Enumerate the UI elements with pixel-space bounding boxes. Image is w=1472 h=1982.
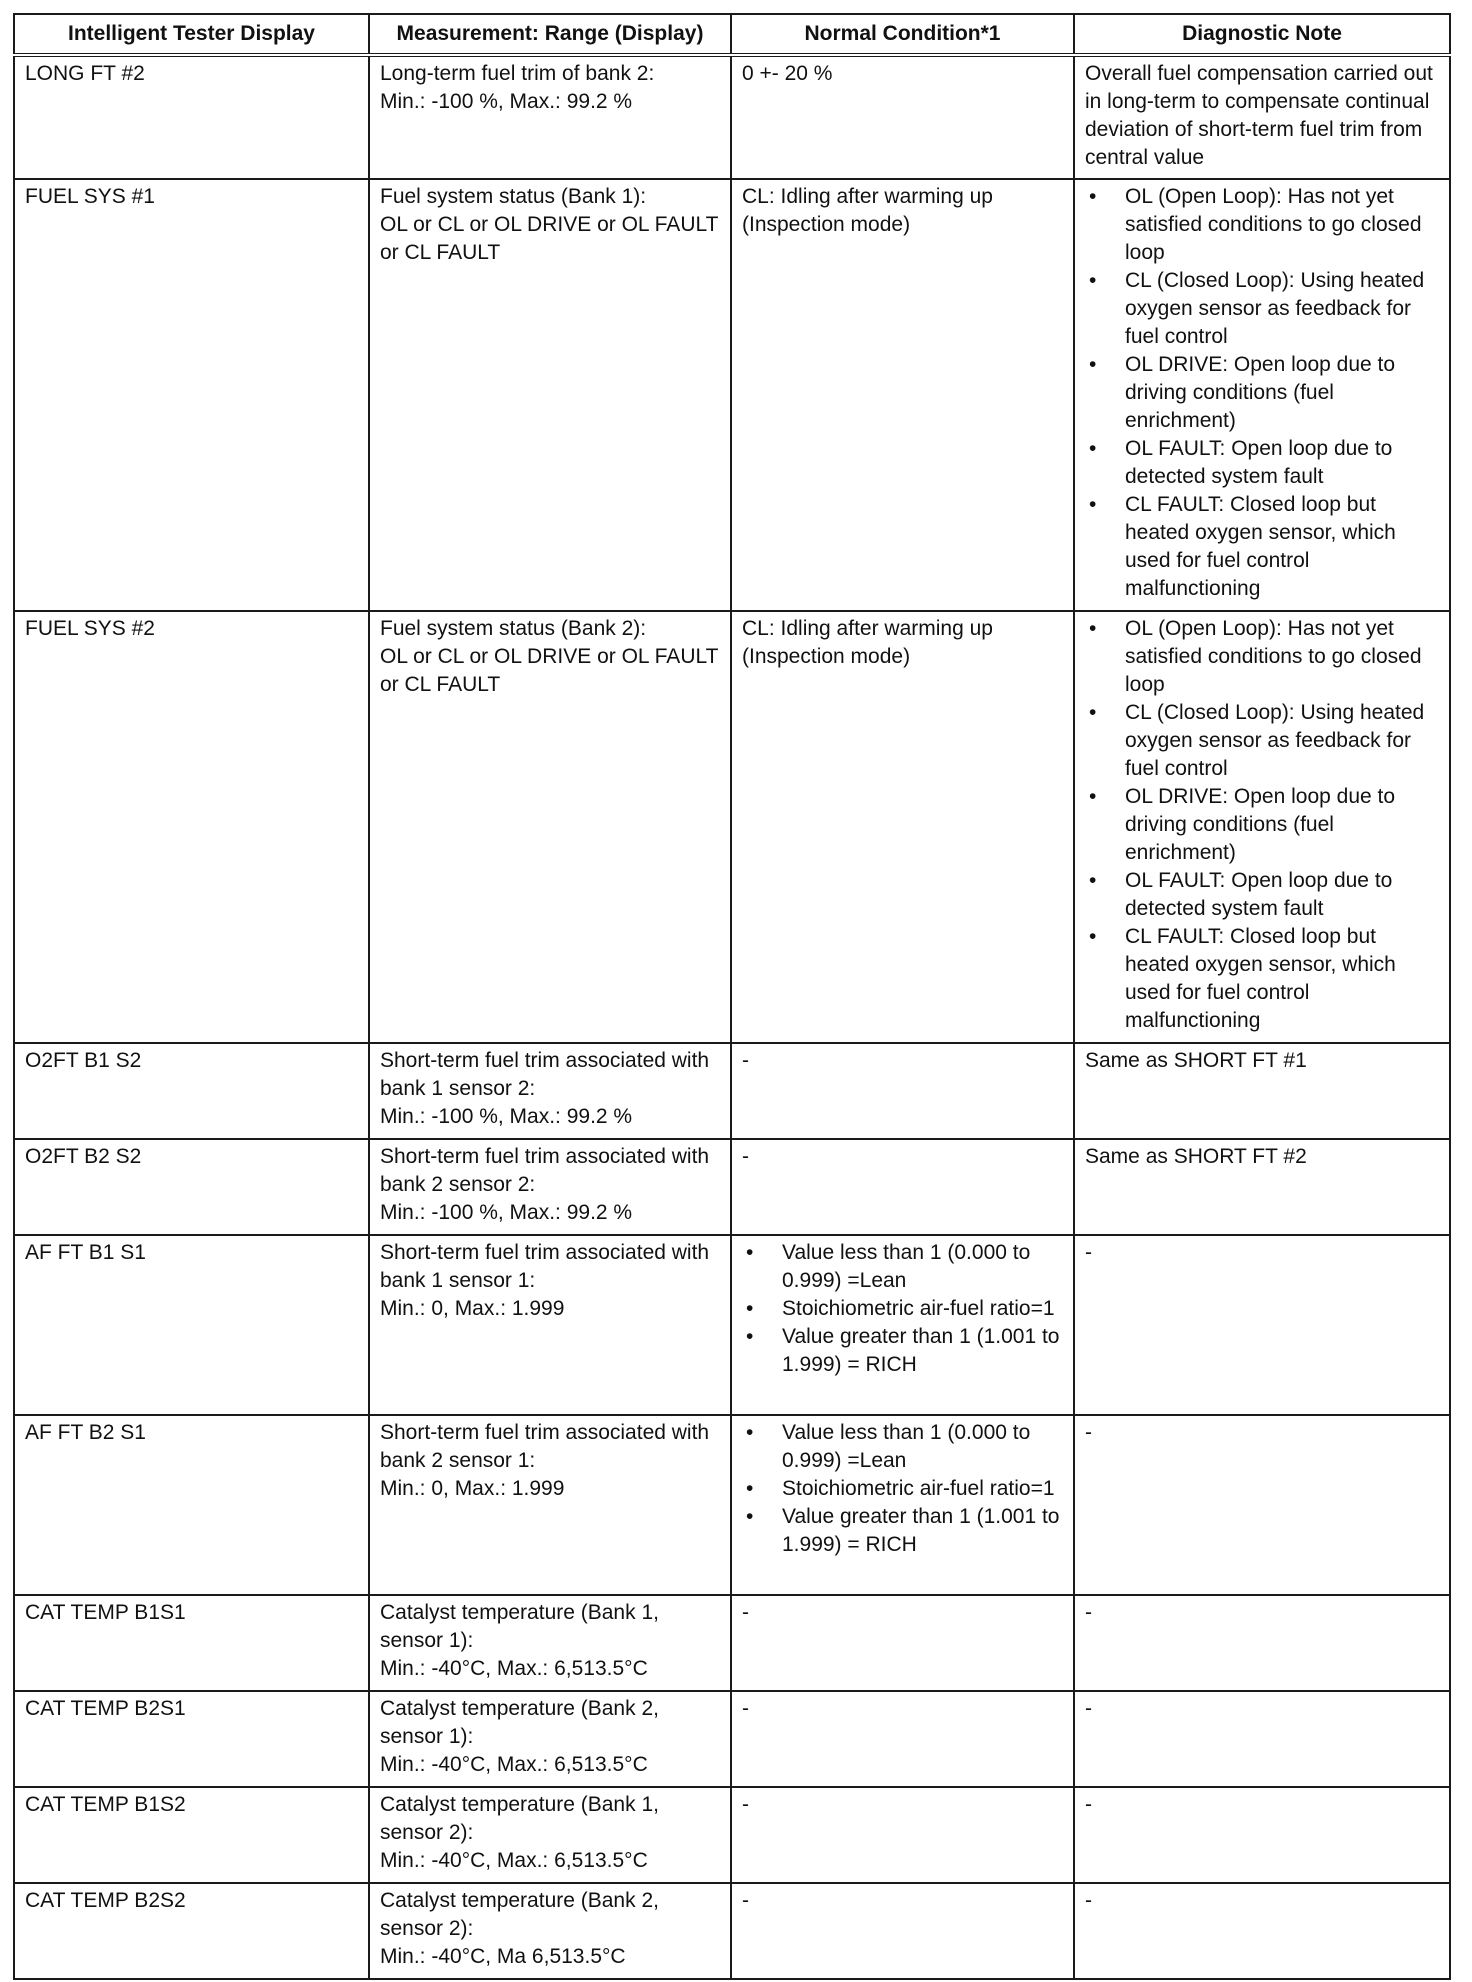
cell-range: Catalyst temperature (Bank 2, sensor 1): Min.: -40°C, Max.: 6,513.5°C	[369, 1691, 731, 1787]
table-row	[14, 1691, 1450, 1787]
list-item: • OL FAULT: Open loop due to detected system fault	[1085, 435, 1439, 491]
cell-display: FUEL SYS #1	[14, 179, 369, 611]
cell-normal: -	[731, 1787, 1074, 1883]
cell-normal: CL: Idling after warming up (Inspection mode)	[731, 179, 1074, 611]
cell-range: Catalyst temperature (Bank 1, sensor 2): Min.: -40°C, Max.: 6,513.5°C	[369, 1787, 731, 1883]
cell-normal: -	[731, 1883, 1074, 1979]
cell-range: Short-term fuel trim associated with bank 1 sensor 1: Min.: 0, Max.: 1.999	[369, 1235, 731, 1415]
cell-note	[1074, 179, 1450, 611]
cell-range: Short-term fuel trim associated with bank 2 sensor 1: Min.: 0, Max.: 1.999	[369, 1415, 731, 1595]
table-row	[14, 1787, 1450, 1883]
cell-display: AF FT B1 S1	[14, 1235, 369, 1415]
normal-bullet-list	[742, 1239, 1063, 1379]
list-item: • CL FAULT: Closed loop but heated oxygen sensor, which used for fuel control malfunctioning	[1085, 923, 1439, 1035]
cell-range: Short-term fuel trim associated with bank 2 sensor 2: Min.: -100 %, Max.: 99.2 %	[369, 1139, 731, 1235]
list-item: • OL (Open Loop): Has not yet satisfied conditions to go closed loop	[1085, 183, 1439, 267]
data-list-table	[13, 13, 1451, 1980]
cell-display: CAT TEMP B1S1	[14, 1595, 369, 1691]
header-normal-condition: Normal Condition*1	[731, 14, 1074, 55]
cell-note: -	[1074, 1235, 1450, 1415]
header-measurement-range: Measurement: Range (Display)	[369, 14, 731, 55]
cell-note	[1074, 611, 1450, 1043]
cell-range: Short-term fuel trim associated with bank 1 sensor 2: Min.: -100 %, Max.: 99.2 %	[369, 1043, 731, 1139]
cell-range: Catalyst temperature (Bank 2, sensor 2): Min.: -40°C, Ma 6,513.5°C	[369, 1883, 731, 1979]
list-item: • CL (Closed Loop): Using heated oxygen sensor as feedback for fuel control	[1085, 267, 1439, 351]
cell-display: CAT TEMP B2S1	[14, 1691, 369, 1787]
cell-note: Same as SHORT FT #2	[1074, 1139, 1450, 1235]
table-row	[14, 55, 1450, 179]
cell-note: Overall fuel compensation carried out in long-term to compensate continual deviation of short-term fuel trim from central value	[1074, 55, 1450, 179]
table-header-row	[14, 14, 1450, 55]
cell-display: FUEL SYS #2	[14, 611, 369, 1043]
cell-normal	[731, 1235, 1074, 1415]
cell-display: O2FT B1 S2	[14, 1043, 369, 1139]
table-row	[14, 1235, 1450, 1415]
cell-normal: -	[731, 1043, 1074, 1139]
header-diagnostic-note: Diagnostic Note	[1074, 14, 1450, 55]
list-item: • Value greater than 1 (1.001 to 1.999) = RICH	[742, 1323, 1063, 1379]
cell-display: O2FT B2 S2	[14, 1139, 369, 1235]
cell-normal: CL: Idling after warming up (Inspection mode)	[731, 611, 1074, 1043]
cell-normal: 0 +- 20 %	[731, 55, 1074, 179]
cell-normal: -	[731, 1139, 1074, 1235]
cell-display: CAT TEMP B2S2	[14, 1883, 369, 1979]
table-row	[14, 1043, 1450, 1139]
note-bullet-list	[1085, 615, 1439, 1035]
note-bullet-list	[1085, 183, 1439, 603]
table-row	[14, 1595, 1450, 1691]
cell-display: LONG FT #2	[14, 55, 369, 179]
cell-normal: -	[731, 1595, 1074, 1691]
cell-normal: -	[731, 1691, 1074, 1787]
cell-range: Fuel system status (Bank 2): OL or CL or OL DRIVE or OL FAULT or CL FAULT	[369, 611, 731, 1043]
list-item: • OL FAULT: Open loop due to detected system fault	[1085, 867, 1439, 923]
cell-note: -	[1074, 1691, 1450, 1787]
cell-note: -	[1074, 1415, 1450, 1595]
cell-range: Long-term fuel trim of bank 2: Min.: -100 %, Max.: 99.2 %	[369, 55, 731, 179]
cell-range: Catalyst temperature (Bank 1, sensor 1): Min.: -40°C, Max.: 6,513.5°C	[369, 1595, 731, 1691]
list-item: • Stoichiometric air-fuel ratio=1	[742, 1475, 1063, 1503]
list-item: • Value less than 1 (0.000 to 0.999) =Lean	[742, 1239, 1063, 1295]
cell-note: Same as SHORT FT #1	[1074, 1043, 1450, 1139]
cell-note: -	[1074, 1883, 1450, 1979]
list-item: • OL DRIVE: Open loop due to driving conditions (fuel enrichment)	[1085, 351, 1439, 435]
table-row	[14, 1883, 1450, 1979]
list-item: • CL FAULT: Closed loop but heated oxygen sensor, which used for fuel control malfunctioning	[1085, 491, 1439, 603]
cell-normal	[731, 1415, 1074, 1595]
cell-note: -	[1074, 1595, 1450, 1691]
list-item: • OL (Open Loop): Has not yet satisfied conditions to go closed loop	[1085, 615, 1439, 699]
table-row	[14, 1415, 1450, 1595]
list-item: • CL (Closed Loop): Using heated oxygen sensor as feedback for fuel control	[1085, 699, 1439, 783]
header-tester-display: Intelligent Tester Display	[14, 14, 369, 55]
list-item: • Value greater than 1 (1.001 to 1.999) = RICH	[742, 1503, 1063, 1559]
table-row	[14, 611, 1450, 1043]
normal-bullet-list	[742, 1419, 1063, 1559]
cell-display: AF FT B2 S1	[14, 1415, 369, 1595]
list-item: • Value less than 1 (0.000 to 0.999) =Lean	[742, 1419, 1063, 1475]
table-row	[14, 179, 1450, 611]
table-row	[14, 1139, 1450, 1235]
cell-note: -	[1074, 1787, 1450, 1883]
list-item: • Stoichiometric air-fuel ratio=1	[742, 1295, 1063, 1323]
list-item: • OL DRIVE: Open loop due to driving conditions (fuel enrichment)	[1085, 783, 1439, 867]
cell-display: CAT TEMP B1S2	[14, 1787, 369, 1883]
cell-range: Fuel system status (Bank 1): OL or CL or OL DRIVE or OL FAULT or CL FAULT	[369, 179, 731, 611]
